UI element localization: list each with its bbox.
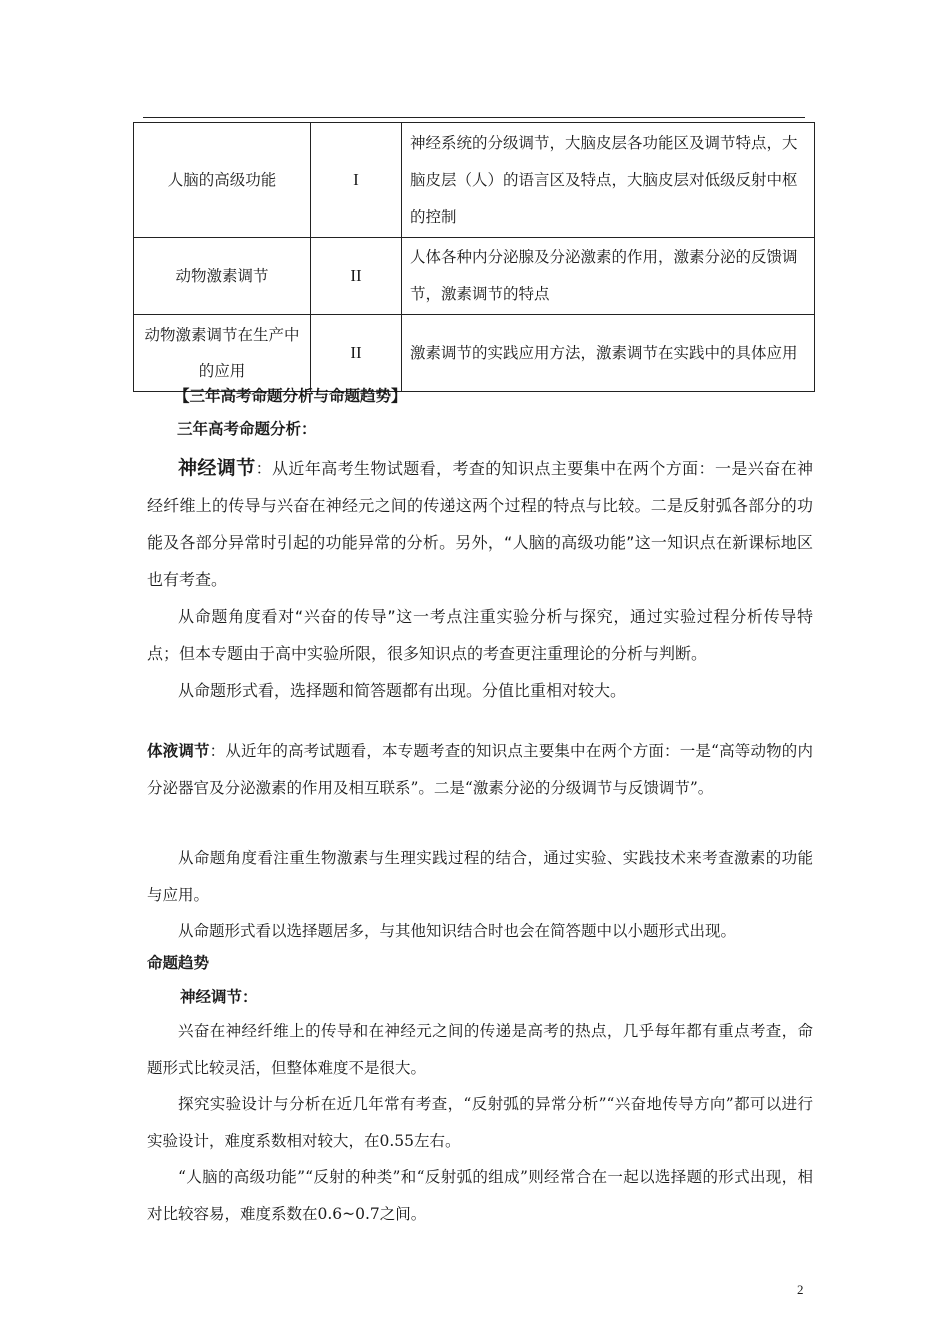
topic-cell: 人脑的高级功能 xyxy=(134,123,311,238)
humoral-paragraph-3: 从命题形式看以选择题居多，与其他知识结合时也会在简答题中以小题形式出现。 xyxy=(178,922,737,940)
humoral-paragraph-2: 从命题角度看注重生物激素与生理实践过程的结合，通过实验、实践技术来考查激素的功能与应用。 xyxy=(147,849,813,904)
level-cell: II xyxy=(311,238,402,315)
desc-cell: 激素调节的实践应用方法，激素调节在实践中的具体应用 xyxy=(402,315,815,392)
humoral-lead: 体液调节 xyxy=(147,741,210,760)
header-rule xyxy=(143,117,805,118)
trend-heading: 命题趋势 xyxy=(147,953,210,972)
topic-cell: 动物激素调节 xyxy=(134,238,311,315)
trend-neural-heading: 神经调节： xyxy=(180,987,258,1006)
analysis-heading: 三年高考命题分析： xyxy=(177,419,317,438)
section-heading: 【三年高考命题分析与命题趋势】 xyxy=(174,386,407,405)
requirements-table xyxy=(133,122,815,392)
level-cell: I xyxy=(311,123,402,238)
page-number: 2 xyxy=(797,1282,804,1297)
neural-paragraph-1 xyxy=(147,450,813,598)
humoral-text-1: ：从近年的高考试题看，本专题考查的知识点主要集中在两个方面：一是“高等动物的内分泌器官及分泌激素的作用及相互联系”。二是“激素分泌的分级调节与反馈调节”。 xyxy=(147,742,813,797)
neural-lead: 神经调节 xyxy=(178,457,256,479)
topic-cell: 动物激素调节在生产中的应用 xyxy=(134,315,311,392)
trend-paragraph-3: “人脑的高级功能”“反射的种类”和“反射弧的组成”则经常合在一起以选择题的形式出现，相对比较容易，难度系数在0.6~0.7之间。 xyxy=(147,1168,813,1223)
trend-paragraph-2: 探究实验设计与分析在近几年常有考查，“反射弧的异常分析”“兴奋地传导方向”都可以进行实验设计，难度系数相对较大，在0.55左右。 xyxy=(147,1095,813,1150)
humoral-paragraph-1 xyxy=(147,732,813,807)
table-row xyxy=(134,123,815,238)
desc-cell: 神经系统的分级调节，大脑皮层各功能区及调节特点，大脑皮层（人）的语言区及特点，大脑皮层对低级反射中枢的控制 xyxy=(402,123,815,238)
desc-cell: 人体各种内分泌腺及分泌激素的作用，激素分泌的反馈调节，激素调节的特点 xyxy=(402,238,815,315)
trend-paragraph-1: 兴奋在神经纤维上的传导和在神经元之间的传递是高考的热点，几乎每年都有重点考查，命题形式比较灵活，但整体难度不是很大。 xyxy=(147,1022,813,1077)
neural-text-1: ：从近年高考生物试题看，考查的知识点主要集中在两个方面：一是兴奋在神经纤维上的传导与兴奋在神经元之间的传递这两个过程的特点与比较。二是反射弧各部分的功能及各部分异常时引起的功能异常的分析。另外，“人脑的高级功能”这一知识点在新课标地区也有考查。 xyxy=(147,459,813,589)
table-row xyxy=(134,315,815,392)
neural-paragraph-2: 从命题角度看对“兴奋的传导”这一考点注重实验分析与探究，通过实验过程分析传导特点；但本专题由于高中实验所限，很多知识点的考查更注重理论的分析与判断。 xyxy=(147,607,813,663)
neural-paragraph-3: 从命题形式看，选择题和简答题都有出现。分值比重相对较大。 xyxy=(178,681,627,700)
level-cell: II xyxy=(311,315,402,392)
table-row xyxy=(134,238,815,315)
